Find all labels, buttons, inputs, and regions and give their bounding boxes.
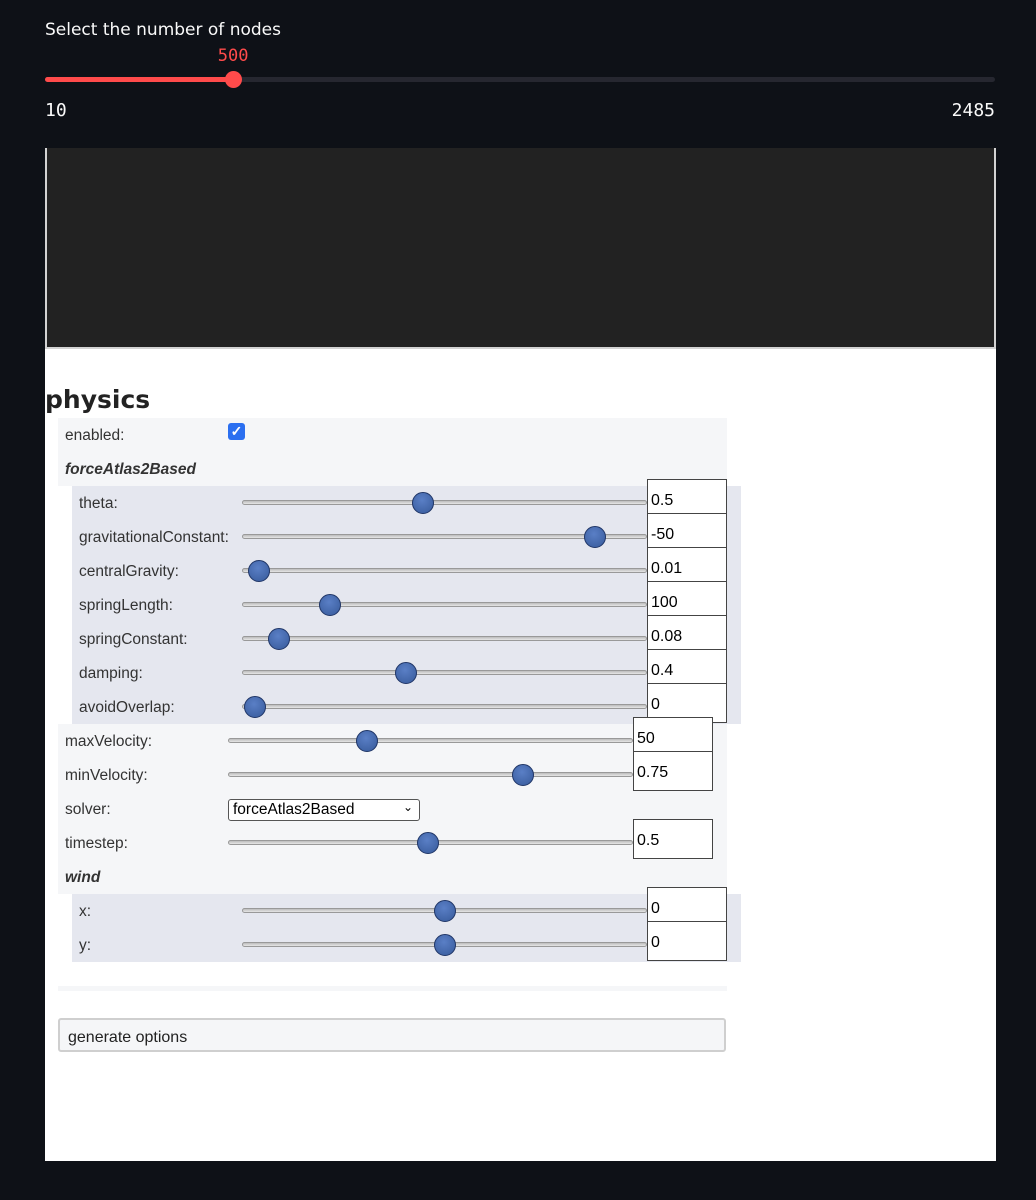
spring-length-label: springLength: xyxy=(79,597,173,614)
spring-constant-knob[interactable] xyxy=(268,628,290,650)
central-gravity-slider[interactable] xyxy=(242,568,647,573)
theta-knob[interactable] xyxy=(412,492,434,514)
solver-select[interactable] xyxy=(228,799,420,821)
wind-y-knob[interactable] xyxy=(434,934,456,956)
node-slider[interactable] xyxy=(45,46,995,82)
chevron-down-icon: ⌄ xyxy=(402,800,413,814)
physics-title: physics xyxy=(45,385,151,414)
gravitational-constant-knob[interactable] xyxy=(584,526,606,548)
solver-label: solver: xyxy=(65,801,111,818)
min-velocity-label: minVelocity: xyxy=(65,767,148,784)
gravitational-constant-row xyxy=(72,520,741,554)
theta-label: theta: xyxy=(79,495,118,512)
timestep-slider[interactable] xyxy=(228,840,633,845)
min-velocity-knob[interactable] xyxy=(512,764,534,786)
timestep-row xyxy=(58,826,727,860)
wind-x-knob[interactable] xyxy=(434,900,456,922)
node-slider-fill xyxy=(45,77,233,82)
gravitational-constant-slider[interactable] xyxy=(242,534,647,539)
wind-x-row xyxy=(72,894,741,928)
config-divider xyxy=(58,986,727,991)
max-velocity-slider[interactable] xyxy=(228,738,633,743)
spring-constant-label: springConstant: xyxy=(79,631,188,648)
wind-x-label: x: xyxy=(79,903,92,920)
central-gravity-input[interactable]: 0.01 xyxy=(647,547,727,587)
gravitational-constant-input[interactable]: -50 xyxy=(647,513,727,553)
node-slider-min: 10 xyxy=(45,100,67,121)
spring-constant-row xyxy=(72,622,741,656)
forceatlas2based-header: forceAtlas2Based xyxy=(65,461,196,478)
wind-y-label: y: xyxy=(79,937,92,954)
wind-y-row xyxy=(72,928,741,962)
wind-header-row xyxy=(58,860,727,894)
wind-x-slider[interactable] xyxy=(242,908,647,913)
node-slider-label: Select the number of nodes xyxy=(45,20,281,40)
wind-header: wind xyxy=(65,869,101,886)
spring-constant-input[interactable]: 0.08 xyxy=(647,615,727,655)
damping-input[interactable]: 0.4 xyxy=(647,649,727,689)
theta-input[interactable]: 0.5 xyxy=(647,479,727,519)
spring-length-row xyxy=(72,588,741,622)
node-slider-max: 2485 xyxy=(951,100,995,121)
enabled-row xyxy=(58,418,727,452)
forceatlas2based-header-row xyxy=(58,452,727,486)
spring-constant-slider[interactable] xyxy=(242,636,647,641)
theta-row xyxy=(72,486,741,520)
spring-length-slider[interactable] xyxy=(242,602,647,607)
generate-options-button[interactable]: generate options xyxy=(58,1018,726,1052)
central-gravity-row xyxy=(72,554,741,588)
timestep-input[interactable]: 0.5 xyxy=(633,819,713,859)
damping-row xyxy=(72,656,741,690)
avoid-overlap-input[interactable]: 0 xyxy=(647,683,727,723)
timestep-label: timestep: xyxy=(65,835,128,852)
max-velocity-label: maxVelocity: xyxy=(65,733,153,750)
central-gravity-label: centralGravity: xyxy=(79,563,179,580)
network-canvas[interactable] xyxy=(45,148,996,349)
central-gravity-knob[interactable] xyxy=(248,560,270,582)
max-velocity-row xyxy=(58,724,727,758)
node-slider-thumb[interactable] xyxy=(225,71,242,88)
max-velocity-knob[interactable] xyxy=(356,730,378,752)
spring-length-input[interactable]: 100 xyxy=(647,581,727,621)
enabled-label: enabled: xyxy=(65,427,125,444)
network-frame xyxy=(45,148,996,1161)
theta-slider[interactable] xyxy=(242,500,647,505)
gravitational-constant-label: gravitationalConstant: xyxy=(79,529,229,546)
node-slider-value: 500 xyxy=(217,46,249,66)
damping-slider[interactable] xyxy=(242,670,647,675)
avoid-overlap-knob[interactable] xyxy=(244,696,266,718)
min-velocity-input[interactable]: 0.75 xyxy=(633,751,713,791)
min-velocity-slider[interactable] xyxy=(228,772,633,777)
wind-y-slider[interactable] xyxy=(242,942,647,947)
spring-length-knob[interactable] xyxy=(319,594,341,616)
min-velocity-row xyxy=(58,758,727,792)
avoid-overlap-slider[interactable] xyxy=(242,704,647,709)
max-velocity-input[interactable]: 50 xyxy=(633,717,713,757)
wind-y-input[interactable]: 0 xyxy=(647,921,727,961)
wind-x-input[interactable]: 0 xyxy=(647,887,727,927)
damping-label: damping: xyxy=(79,665,143,682)
enabled-checkbox[interactable]: ✓ xyxy=(228,423,245,440)
solver-row xyxy=(58,792,727,826)
solver-value: forceAtlas2Based xyxy=(233,801,355,818)
timestep-knob[interactable] xyxy=(417,832,439,854)
avoid-overlap-label: avoidOverlap: xyxy=(79,699,175,716)
damping-knob[interactable] xyxy=(395,662,417,684)
